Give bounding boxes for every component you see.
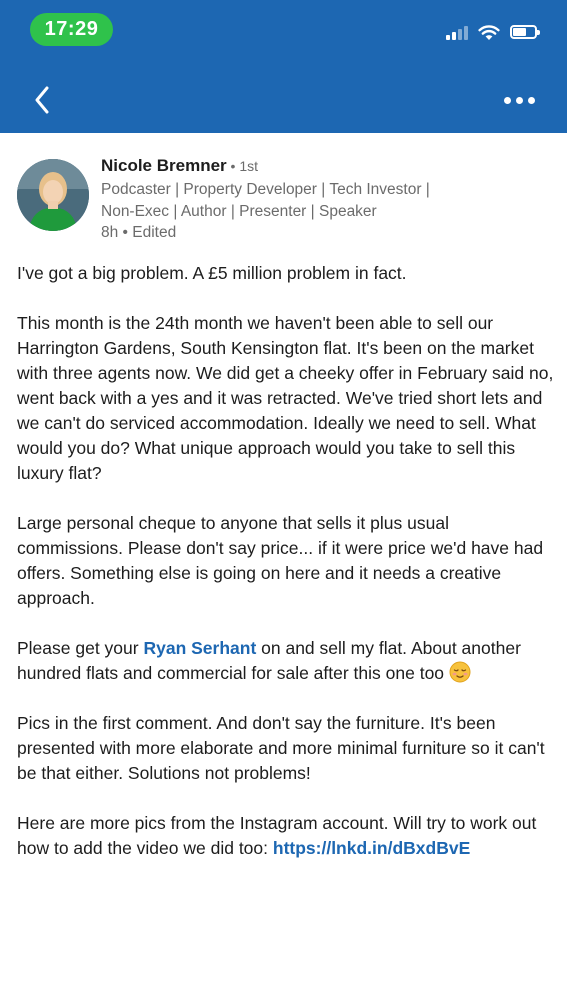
status-icons: [446, 20, 537, 44]
post-paragraph-5: Pics in the first comment. And don't say the furniture. It's been presented with more elaborate and more minimal furniture so it can't be that either. Solutions not problems!: [17, 713, 545, 783]
shortened-url-link[interactable]: https://lnkd.in/dBxdBvE: [272, 838, 471, 858]
post-paragraph-3: Large personal cheque to anyone that sells it plus usual commissions. Please don't say price... if it were price we'd have had offers. Something else is going on here and it needs a creative approach.: [17, 513, 544, 608]
post-author: [17, 155, 557, 245]
post-paragraph-4-start: Please get your: [17, 638, 144, 658]
relieved-face-emoji-icon: [449, 661, 471, 683]
connection-degree: • 1st: [226, 158, 259, 174]
author-headline-line-2: Non-Exec | Author | Presenter | Speaker: [101, 202, 377, 220]
more-options-button[interactable]: [497, 82, 541, 118]
avatar[interactable]: [17, 159, 89, 231]
post-paragraph-4-end: on and sell my flat. About another hundred flats and commercial for sale after this one too: [17, 638, 521, 683]
wifi-icon: [478, 24, 500, 41]
chevron-left-icon: [34, 86, 50, 114]
author-headline-line-1: Podcaster | Property Developer | Tech Investor |: [101, 181, 430, 198]
author-name-line: [101, 155, 551, 177]
status-time: 17:29: [30, 13, 113, 46]
post-card: [0, 133, 567, 1008]
status-bar: [0, 0, 567, 62]
post-paragraph-4: [17, 636, 557, 686]
author-meta: [101, 155, 551, 243]
mention-link[interactable]: Ryan Serhant: [143, 638, 257, 658]
back-button[interactable]: [22, 80, 62, 120]
author-name[interactable]: Nicole Bremner: [101, 156, 227, 175]
post-paragraph-6: [17, 811, 557, 861]
author-headline: [101, 179, 551, 222]
app-header: [0, 0, 567, 133]
post-paragraph-2: This month is the 24th month we haven't been able to sell our Harrington Gardens, South Kensington flat. It's been on the market with three agents now. We did get a cheeky offer in February said no, went back with a yes and it was retracted. We've tried short lets and we can't do serviced accommodation. Ideally we need to sell. What would you do? What unique approach would you take to sell this luxury flat?: [17, 313, 554, 483]
more-horizontal-icon: [504, 97, 511, 104]
post-paragraph-1: I've got a big problem. A £5 million problem in fact.: [17, 263, 407, 283]
battery-icon: [510, 25, 537, 39]
cellular-signal-icon: [446, 24, 468, 40]
post-timestamp: 8h • Edited: [101, 224, 177, 241]
post-body: [17, 261, 557, 886]
post-paragraph-6-text: Here are more pics from the Instagram account. Will try to work out how to add the video we did too:: [17, 813, 537, 858]
nav-bar: [0, 72, 567, 128]
